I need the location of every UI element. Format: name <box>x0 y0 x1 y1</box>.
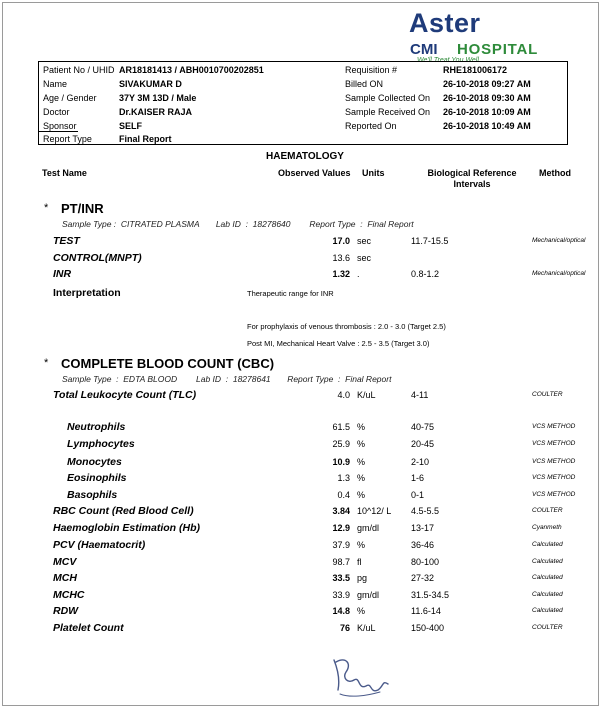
col-method: Method <box>539 168 571 178</box>
billed-on-value: 26-10-2018 09:27 AM <box>443 79 531 89</box>
test-row-name: TEST <box>53 235 80 247</box>
rbc-value: 3.84 <box>332 506 350 516</box>
basophils-unit: % <box>357 490 366 500</box>
mcv-method: Calculated <box>532 558 563 565</box>
interpretation-label: Interpretation <box>53 287 121 299</box>
hb-unit: gm/dl <box>357 523 380 533</box>
pcv-unit: % <box>357 540 366 550</box>
lymphocytes-ref: 20-45 <box>411 439 435 449</box>
lymphocytes-unit: % <box>357 439 366 449</box>
cbc-star: * <box>44 357 49 369</box>
rdw-name: RDW <box>53 605 79 617</box>
box-divider <box>38 131 78 132</box>
requisition-value: RHE181006172 <box>443 65 508 75</box>
hb-value: 12.9 <box>332 523 350 533</box>
basophils-method: VCS METHOD <box>532 491 576 498</box>
eosinophils-method: VCS METHOD <box>532 474 576 481</box>
basophils-ref: 0-1 <box>411 490 425 500</box>
col-reference: Biological Reference Intervals <box>427 168 517 189</box>
mch-name: MCH <box>53 572 77 584</box>
hb-ref: 13-17 <box>411 523 435 533</box>
inr-row-ref: 0.8-1.2 <box>411 269 440 279</box>
pcv-method: Calculated <box>532 541 563 548</box>
tlc-name: Total Leukocyte Count (TLC) <box>53 389 197 401</box>
mchc-method: Calculated <box>532 591 563 598</box>
test-row-ref: 11.7-15.5 <box>411 236 449 246</box>
mchc-name: MCHC <box>53 589 85 601</box>
cbc-sample-info: Sample Type : EDTA BLOOD Lab ID : 18278641 Report Type : Final Report <box>62 374 392 384</box>
eosinophils-value: 1.3 <box>337 473 350 483</box>
mcv-value: 98.7 <box>332 557 350 567</box>
monocytes-value: 10.9 <box>332 457 350 467</box>
eosinophils-name: Eosinophils <box>67 472 127 484</box>
col-units: Units <box>362 168 385 178</box>
mcv-name: MCV <box>53 556 77 568</box>
pt-inr-title: PT/INR <box>61 201 104 216</box>
sample-collected-label: Sample Collected On <box>345 93 431 103</box>
patient-info-box <box>38 61 568 145</box>
patient-no-value: AR18181413 / ABH0010700202851 <box>119 65 264 75</box>
hb-method: Cyanmeth <box>532 524 562 531</box>
platelet-method: COULTER <box>532 624 563 631</box>
name-label: Name <box>43 79 68 89</box>
inr-note-post-mi: Post MI, Mechanical Heart Valve : 2.5 - 3.5 (Target 3.0) <box>247 339 430 348</box>
lymphocytes-value: 25.9 <box>332 439 350 449</box>
inr-note-prophylaxis: For prophylaxis of venous thrombosis : 2.0 - 3.0 (Target 2.5) <box>247 322 446 331</box>
rdw-ref: 11.6-14 <box>411 606 441 616</box>
rdw-method: Calculated <box>532 607 563 614</box>
hb-name: Haemoglobin Estimation (Hb) <box>53 522 200 534</box>
neutrophils-method: VCS METHOD <box>532 423 576 430</box>
sponsor-value: SELF <box>119 121 143 131</box>
basophils-name: Basophils <box>67 489 118 501</box>
inr-row-value: 1.32 <box>332 269 350 279</box>
eosinophils-ref: 1-6 <box>411 473 425 483</box>
sample-received-value: 26-10-2018 10:09 AM <box>443 107 531 117</box>
doctor-label: Doctor <box>43 107 70 117</box>
control-row-value: 13.6 <box>332 253 350 263</box>
platelet-unit: K/uL <box>357 623 376 633</box>
lymphocytes-name: Lymphocytes <box>67 438 135 450</box>
rbc-unit: 10^12/ L <box>357 506 392 516</box>
mch-unit: pg <box>357 573 368 583</box>
pcv-name: PCV (Haematocrit) <box>53 539 146 551</box>
logo-tagline: We'll Treat You Well <box>417 57 479 64</box>
mch-value: 33.5 <box>332 573 350 583</box>
cbc-title: COMPLETE BLOOD COUNT (CBC) <box>61 356 275 371</box>
signature-image <box>326 650 396 704</box>
pcv-value: 37.9 <box>332 540 350 550</box>
neutrophils-unit: % <box>357 422 366 432</box>
platelet-value: 76 <box>339 623 350 633</box>
reported-on-label: Reported On <box>345 121 397 131</box>
mch-ref: 27-32 <box>411 573 435 583</box>
control-row-name: CONTROL(MNPT) <box>53 252 142 264</box>
eosinophils-unit: % <box>357 473 366 483</box>
report-type-value: Final Report <box>119 134 172 144</box>
neutrophils-name: Neutrophils <box>67 421 126 433</box>
test-row-method: Mechanical/optical <box>532 237 586 244</box>
rdw-value: 14.8 <box>332 606 350 616</box>
patient-no-label: Patient No / UHID <box>43 65 115 75</box>
rdw-unit: % <box>357 606 366 616</box>
tlc-method: COULTER <box>532 391 563 398</box>
neutrophils-value: 61.5 <box>332 422 350 432</box>
rbc-ref: 4.5-5.5 <box>411 506 440 516</box>
test-row-unit: sec <box>357 236 372 246</box>
control-row-unit: sec <box>357 253 372 263</box>
logo-hospital: HOSPITAL <box>457 41 539 58</box>
col-test-name: Test Name <box>42 168 87 178</box>
mchc-ref: 31.5-34.5 <box>411 590 450 600</box>
age-gender-value: 37Y 3M 13D / Male <box>119 93 197 103</box>
logo-brand: Aster <box>409 8 481 38</box>
sample-received-label: Sample Received On <box>345 107 431 117</box>
monocytes-method: VCS METHOD <box>532 458 576 465</box>
mch-method: Calculated <box>532 574 563 581</box>
mchc-value: 33.9 <box>332 590 350 600</box>
pt-inr-sample-info: Sample Type : CITRATED PLASMA Lab ID : 18278640 Report Type : Final Report <box>62 219 414 229</box>
monocytes-name: Monocytes <box>67 456 122 468</box>
report-type-label: Report Type <box>43 134 92 144</box>
tlc-unit: K/uL <box>357 390 376 400</box>
monocytes-unit: % <box>357 457 366 467</box>
reported-on-value: 26-10-2018 10:49 AM <box>443 121 531 131</box>
logo-cmi: CMI <box>410 41 438 58</box>
sponsor-label: Sponsor <box>43 121 77 131</box>
monocytes-ref: 2-10 <box>411 457 430 467</box>
name-value: SIVAKUMAR D <box>119 79 182 89</box>
mchc-unit: gm/dl <box>357 590 380 600</box>
sample-collected-value: 26-10-2018 09:30 AM <box>443 93 531 103</box>
rbc-name: RBC Count (Red Blood Cell) <box>53 505 194 517</box>
doctor-value: Dr.KAISER RAJA <box>119 107 193 117</box>
inr-row-name: INR <box>53 268 72 280</box>
platelet-ref: 150-400 <box>411 623 445 633</box>
neutrophils-ref: 40-75 <box>411 422 435 432</box>
test-row-value: 17.0 <box>332 236 350 246</box>
inr-row-method: Mechanical/optical <box>532 270 586 277</box>
platelet-name: Platelet Count <box>53 622 124 634</box>
billed-on-label: Billed ON <box>345 79 384 89</box>
mcv-unit: fl <box>357 557 362 567</box>
lymphocytes-method: VCS METHOD <box>532 440 576 447</box>
age-gender-label: Age / Gender <box>43 93 97 103</box>
interpretation-text: Therapeutic range for INR <box>247 289 334 298</box>
tlc-ref: 4-11 <box>411 390 429 400</box>
mcv-ref: 80-100 <box>411 557 440 567</box>
tlc-value: 4.0 <box>337 390 350 400</box>
section-title: HAEMATOLOGY <box>266 151 344 162</box>
pcv-ref: 36-46 <box>411 540 435 550</box>
hospital-logo <box>409 8 569 64</box>
pt-inr-star: * <box>44 202 49 214</box>
rbc-method: COULTER <box>532 507 563 514</box>
inr-row-unit: . <box>357 269 360 279</box>
basophils-value: 0.4 <box>337 490 350 500</box>
col-observed: Observed Values <box>278 168 351 178</box>
requisition-label: Requisition # <box>345 65 398 75</box>
